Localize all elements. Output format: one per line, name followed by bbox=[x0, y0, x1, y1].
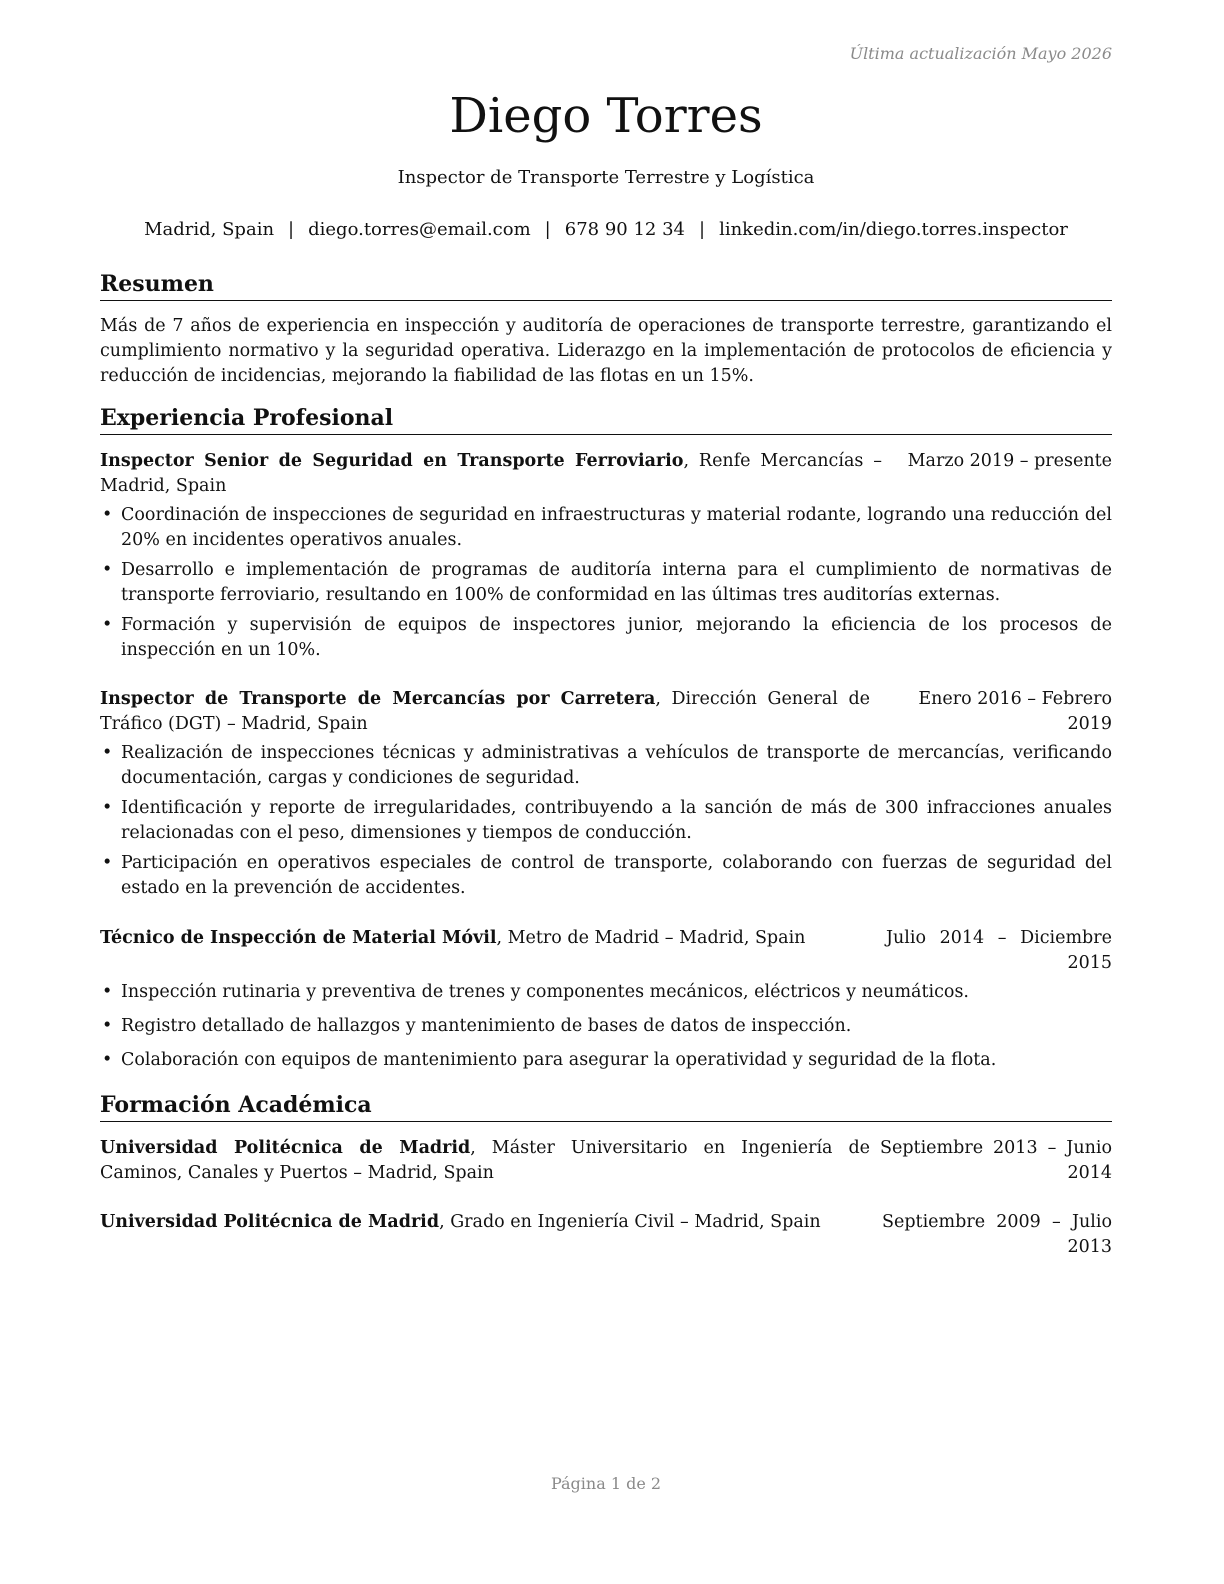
job-title-line bbox=[100, 687, 870, 737]
job-entry bbox=[100, 449, 1112, 668]
education-school: Universidad Politécnica de Madrid bbox=[100, 1138, 471, 1158]
job-entry bbox=[100, 687, 1112, 906]
job-dates: Enero 2016 – Febrero 2019 bbox=[918, 689, 1112, 734]
summary-text: Más de 7 años de experiencia en inspección y auditoría de operaciones de transporte terrestre, garantizando el cumplimiento normativo y la seguridad operativa. Liderazgo en la implementación de protocolos de eficiencia y reducción de incidencias, mejorando la fiabilidad de las flotas en un 15%. bbox=[100, 316, 1112, 386]
education-header bbox=[100, 1136, 1112, 1186]
job-bullet: • Registro detallado de hallazgos y mantenimiento de bases de datos de inspección. bbox=[100, 1014, 1112, 1039]
page-number: Página 1 de 2 bbox=[550, 1474, 662, 1493]
job-title-line bbox=[100, 449, 882, 499]
job-role: Técnico de Inspección de Material Móvil bbox=[100, 928, 497, 948]
job-title-line bbox=[100, 926, 876, 951]
resume-page bbox=[100, 0, 1112, 1584]
job-header bbox=[100, 687, 1112, 737]
job-bullets bbox=[100, 741, 1112, 901]
job-bullet: • Identificación y reporte de irregularidades, contribuyendo a la sanción de más de 300 infracciones anuales relacionadas con el peso, dimensiones y tiempos de conducción. bbox=[100, 796, 1112, 846]
job-bullet: • Colaboración con equipos de mantenimiento para asegurar la operatividad y seguridad de la flota. bbox=[100, 1048, 1112, 1073]
job-header bbox=[100, 449, 1112, 499]
education-dates: Septiembre 2013 – Junio 2014 bbox=[880, 1138, 1112, 1183]
contact-linkedin[interactable]: linkedin.com/in/diego.torres.inspector bbox=[719, 219, 1068, 240]
job-org: , Renfe Mercancías – Madrid, Spain bbox=[100, 451, 882, 496]
job-bullet: • Formación y supervisión de equipos de inspectores junior, mejorando la eficiencia de los procesos de inspección en un 10%. bbox=[100, 613, 1112, 663]
job-bullet: • Desarrollo e implementación de programas de auditoría interna para el cumplimiento de normativas de transporte ferroviario, resultando en 100% de conformidad en las últimas tres auditorías externas. bbox=[100, 558, 1112, 608]
section-title-summary: Resumen bbox=[100, 270, 1112, 301]
job-bullet: • Coordinación de inspecciones de seguridad en infraestructuras y material rodante, logrando una reducción del 20% en incidentes operativos anuales. bbox=[100, 503, 1112, 553]
job-role: Inspector Senior de Seguridad en Transporte Ferroviario bbox=[100, 451, 684, 471]
job-bullet: • Participación en operativos especiales de control de transporte, colaborando con fuerzas de seguridad del estado en la prevención de accidentes. bbox=[100, 851, 1112, 901]
job-dates: Julio 2014 – Diciembre 2015 bbox=[886, 928, 1112, 973]
job-bullet: • Realización de inspecciones técnicas y administrativas a vehículos de transporte de mercancías, verificando documentación, cargas y condiciones de seguridad. bbox=[100, 741, 1112, 791]
contact-separator: | bbox=[544, 219, 551, 240]
education-line bbox=[100, 1210, 872, 1235]
contact-email[interactable]: diego.torres@email.com bbox=[308, 219, 531, 240]
education-header bbox=[100, 1210, 1112, 1260]
education-degree: , Máster Universitario en Ingeniería de Caminos, Canales y Puertos – Madrid, Spain bbox=[100, 1138, 871, 1183]
candidate-name: Diego Torres bbox=[449, 88, 763, 144]
section-title-education: Formación Académica bbox=[100, 1091, 1112, 1122]
last-update: Última actualización Mayo 2026 bbox=[849, 44, 1112, 63]
education-entry bbox=[100, 1210, 1112, 1260]
job-role: Inspector de Transporte de Mercancías por Carretera bbox=[100, 689, 656, 709]
candidate-title: Inspector de Transporte Terrestre y Logística bbox=[397, 167, 815, 188]
contact-line bbox=[100, 219, 1112, 240]
contact-location: Madrid, Spain bbox=[144, 219, 275, 240]
job-header bbox=[100, 926, 1112, 976]
job-bullets bbox=[100, 980, 1112, 1073]
education-line bbox=[100, 1136, 870, 1186]
contact-separator: | bbox=[698, 219, 706, 240]
job-bullet: • Inspección rutinaria y preventiva de trenes y componentes mecánicos, eléctricos y neumáticos. bbox=[100, 980, 1112, 1005]
contact-separator: | bbox=[288, 219, 295, 240]
education-degree: , Grado en Ingeniería Civil – Madrid, Spain bbox=[439, 1212, 821, 1232]
job-org: , Dirección General de Tráfico (DGT) – Madrid, Spain bbox=[100, 689, 870, 734]
contact-phone: 678 90 12 34 bbox=[564, 219, 685, 240]
job-entry bbox=[100, 926, 1112, 1082]
education-school: Universidad Politécnica de Madrid bbox=[100, 1212, 440, 1232]
education-dates: Septiembre 2009 – Julio 2013 bbox=[882, 1212, 1112, 1257]
job-dates: Marzo 2019 – presente bbox=[907, 451, 1112, 471]
job-bullets bbox=[100, 503, 1112, 663]
job-org: , Metro de Madrid – Madrid, Spain bbox=[496, 928, 806, 948]
education-entry bbox=[100, 1136, 1112, 1186]
section-title-experience: Experiencia Profesional bbox=[100, 404, 1112, 435]
